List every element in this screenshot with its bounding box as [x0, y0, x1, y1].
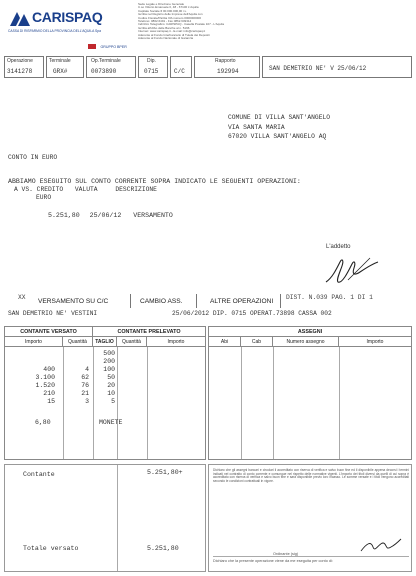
bank-info-line: Telefono: 0862.6491 - Fax 0862.649314 — [138, 19, 192, 24]
signature-icon — [318, 252, 388, 288]
bar-altre: ALTRE OPERAZIONI — [210, 298, 274, 305]
bank-info-line: Iscritta all'Albo delle Banche al n. 5196 — [138, 25, 190, 30]
totale-value: 5.251,80 — [147, 545, 179, 552]
operation-type-bar — [4, 292, 412, 310]
col-cab: Cab — [241, 337, 273, 347]
cell-taglio: 100 — [103, 366, 115, 373]
intro-text: ABBIAMO ESEGUITO SUL CONTO CORRENTE SOPRA INDICATO LE SEGUENTI OPERAZIONI: — [8, 178, 301, 185]
contante-versato-header: CONTANTE VERSATO — [5, 327, 93, 337]
column-headers — [14, 186, 157, 193]
recipient-line: VIA SANTA MARIA — [228, 123, 285, 131]
cell-importo: 1.520 — [35, 382, 55, 389]
cell-importo: 3.100 — [35, 374, 55, 381]
totals-divider — [117, 465, 118, 571]
bank-info-line: Codice Fiscale/Partita IVA numero 0000000000 — [138, 15, 201, 20]
table-row — [5, 366, 205, 374]
addetto-label: L'addetto — [326, 244, 351, 250]
field-rapporto: Rapporto 192994 — [194, 56, 260, 78]
bank-name: CARISPAQ — [32, 9, 103, 25]
table-row — [5, 382, 205, 390]
bar-cambio: CAMBIO ASS. — [140, 298, 183, 305]
table-row — [5, 358, 205, 366]
contante-label: Contante — [23, 471, 55, 478]
col-descrizione: DESCRIZIONE — [115, 186, 157, 193]
bar-dist: DIST. N.039 PAG. 1 DI 1 — [286, 294, 373, 301]
bar-divider — [130, 294, 131, 308]
status-left: SAN DEMETRIO NE' VESTINI — [8, 310, 98, 317]
bar-divider — [280, 294, 281, 308]
bank-info — [138, 3, 298, 40]
field-cc: C/C — [170, 56, 192, 78]
cell-quantita: 76 — [81, 382, 89, 389]
assegni-col-divider — [241, 347, 242, 459]
assegni-header: ASSEGNI — [209, 327, 411, 337]
cell-importo: 15 — [47, 398, 55, 405]
cell-quantita: 62 — [81, 374, 89, 381]
assegni-col-divider — [339, 347, 340, 459]
col-quantita-2: Quantità — [117, 337, 147, 347]
cell-quantita: 21 — [81, 390, 89, 397]
monete-value: 6,80 — [35, 419, 51, 426]
field-op-terminale: Op.Terminale 0073890 — [86, 56, 136, 78]
field-terminale: Terminale GRX# — [46, 56, 84, 78]
col-euro: EURO — [36, 194, 52, 201]
col-quantita-1: Quantità — [63, 337, 93, 347]
cell-taglio: 200 — [103, 358, 115, 365]
cell-taglio: 50 — [107, 374, 115, 381]
status-right: 25/06/2012 DIP. 0715 OPERAT.73898 CASSA 002 — [172, 310, 332, 317]
bank-info-line: C.so Vittorio Emanuele II, 48 - 67100 L'Aquila — [138, 5, 199, 10]
totale-label: Totale versato — [23, 545, 79, 552]
table-row — [5, 350, 205, 358]
col-importo-2: Importo — [147, 337, 205, 347]
bank-info-line: Capitale Sociale € 00.000.000,00 i.v. — [138, 8, 187, 13]
operation-date: 25/06/12 — [89, 212, 122, 219]
monete-label: MONETE — [99, 419, 123, 426]
legal-text: Dichiaro che gli assegni bancari e circolari li accreditato con riserva di verifica e salvo buon fine ed il disponibile appena decorsi i termini indicati nel contratto di conto corrente e comunque nel rispetto delle normative vigenti. L'importo dei titoli diversi da quelli di cui sopra è accreditato con riserva di verifica e salvo buon fine e sarà disponibile previo loro incasso. Le somme versate e i titoli vengono accreditati secondo le condizioni contrattuali in vigore. — [213, 468, 409, 484]
cell-quantita: 3 — [85, 398, 89, 405]
operation-description: VERSAMENTO — [133, 212, 173, 219]
conto-label: CONTO IN EURO — [8, 154, 58, 161]
col-a-vs-credito: A VS. CREDITO — [14, 186, 64, 193]
cell-importo: 210 — [43, 390, 55, 397]
cell-taglio: 10 — [107, 390, 115, 397]
bar-versamento: VERSAMENTO SU C/C — [38, 298, 109, 305]
bar-xx: XX — [18, 294, 26, 301]
bank-info-line: Iscritta nel Registro delle Imprese dell'Aquila con — [138, 12, 203, 17]
bank-info-line: Aderente al Fondo Interbancario di Tutela dei Depositi — [138, 32, 210, 37]
col-importo-assegni: Importo — [339, 337, 411, 347]
bank-subtitle: CASSA DI RISPARMIO DELLA PROVINCIA DELL'AQUILA Spa — [8, 29, 101, 33]
bar-divider — [196, 294, 197, 308]
field-place-date: SAN DEMETRIO NE' V 25/06/12 — [262, 56, 412, 78]
dichiaro-text: Dichiaro che la presente operazione viene da me eseguita per conto di: — [213, 559, 333, 563]
bank-info-line: Indirizzo Telegrafico: CARISPAQ - Casella Postale 107 - L'Aquila — [138, 22, 225, 27]
carispaq-logo-icon — [8, 8, 32, 28]
col-valuta: VALUTA — [74, 186, 98, 193]
group-label: GRUPPO BPER — [100, 44, 127, 49]
bank-group — [88, 38, 138, 49]
cell-taglio: 5 — [111, 398, 115, 405]
col-abi: Abi — [209, 337, 241, 347]
assegni-col-divider — [273, 347, 274, 459]
bank-info-line: Sede Legale e Direzione Generale — [138, 2, 185, 6]
recipient-address — [228, 113, 330, 142]
table-row — [5, 390, 205, 398]
cell-taglio: 500 — [103, 350, 115, 357]
recipient-line: 67020 VILLA SANT'ANGELO AQ — [228, 133, 327, 140]
bank-info-line: Aderente al Fondo Nazionale di Garanzia — [138, 36, 194, 41]
ordinante-signature-icon — [359, 537, 403, 555]
status-line — [8, 310, 412, 317]
field-dip: Dip. 0715 — [138, 56, 168, 78]
table-row — [5, 398, 205, 406]
assegni-table — [208, 326, 412, 460]
col-importo-1: Importo — [5, 337, 63, 347]
cell-taglio: 20 — [107, 382, 115, 389]
table-row — [5, 374, 205, 382]
legal-box — [208, 464, 412, 572]
ordinante-label: Ordinante (sig) — [273, 552, 299, 556]
recipient-line: COMUNE DI VILLA SANT'ANGELO — [228, 114, 331, 121]
operation-row — [48, 212, 173, 219]
bank-info-line: Internet: www.carispaq.it - E-mail: info@carispaq.it — [138, 29, 206, 34]
cell-quantita: 4 — [85, 366, 89, 373]
col-taglio: TAGLIO — [93, 337, 117, 347]
contante-value: 5.251,80+ — [147, 469, 183, 476]
operation-amount: 5.251,80 — [48, 212, 80, 219]
bper-icon — [88, 44, 96, 49]
contante-prelevato-header: CONTANTE PRELEVATO — [93, 327, 205, 337]
bank-logo — [8, 8, 103, 28]
col-numero-assegno: Numero assegno — [273, 337, 339, 347]
cell-importo: 400 — [43, 366, 55, 373]
totals-box — [4, 464, 206, 572]
field-operazione: Operazione 3141278 — [4, 56, 44, 78]
cash-rows — [5, 350, 205, 406]
cash-table — [4, 326, 206, 460]
